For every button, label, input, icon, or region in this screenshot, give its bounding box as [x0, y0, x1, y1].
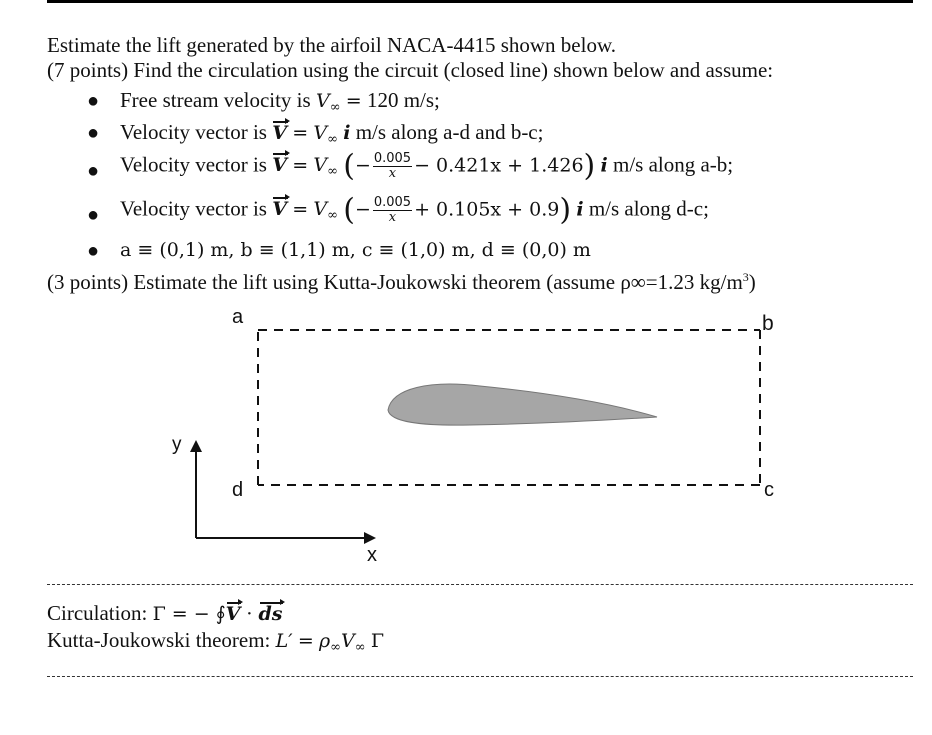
x-axis-label: x [367, 544, 377, 566]
y-axis-arrow-icon [190, 440, 202, 452]
part1-text: (7 points) Find the circulation using the circuit (closed line) shown below and assume: [47, 58, 774, 82]
divider-top [47, 584, 913, 585]
point-label-b: b [762, 312, 774, 335]
circulation-formula: Circulation: Γ = − ∮V · ds [47, 601, 283, 625]
airfoil-shape [388, 384, 657, 425]
bullet-icon: ● [87, 122, 100, 144]
bullet-icon: ● [87, 240, 100, 262]
bullet-icon: ● [87, 90, 100, 112]
bullet-points: a ≡ (0,1) m, b ≡ (1,1) m, c ≡ (1,0) m, d ≡ (0,0) m [120, 239, 591, 261]
bullet-velocity-ab: Velocity vector is $V = V_\infty$ (− $\frac{0.005}{x}$ − 0.421x + 1.426) i m/s along a-b; [120, 148, 734, 184]
divider-bottom [47, 676, 913, 677]
point-label-c: c [764, 479, 774, 501]
part2-text: (3 points) Estimate the lift using Kutta-Joukowski theorem (assume ρ∞=1.23 $kg/m^3$) [47, 270, 756, 294]
bullet-icon: ● [87, 160, 100, 182]
x-axis-arrow-icon [364, 532, 376, 544]
bullet-icon: ● [87, 204, 100, 226]
bullet-velocity-dc: Velocity vector is $V = V_\infty$ (− $\frac{0.005}{x}$ + 0.105x + 0.9) i m/s along d-c; [120, 192, 709, 228]
point-label-a: a [232, 306, 244, 328]
intro-text: Estimate the lift generated by the airfoil NACA-4415 shown below. [47, 33, 616, 57]
bullet-freestream: Free stream velocity is $V_\infty = 120$ m/s; [120, 88, 440, 115]
point-label-d: d [232, 479, 244, 501]
y-axis-label: y [172, 434, 182, 455]
kutta-joukowski-formula: Kutta-Joukowski theorem: $L' = \rho_\infty V_\infty$ Γ [47, 628, 385, 655]
bullet-velocity-ad-bc: Velocity vector is $V = V_\infty$ i m/s along a-d and b-c; [120, 120, 544, 147]
